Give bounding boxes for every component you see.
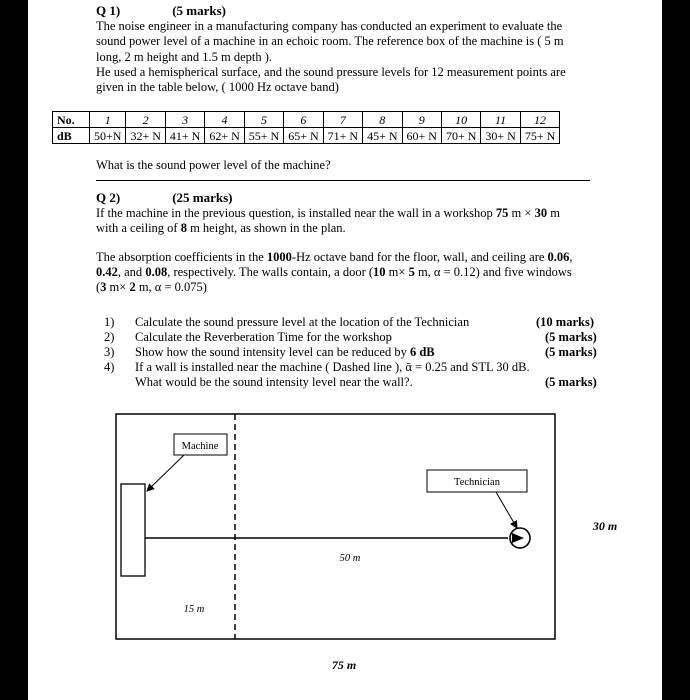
abs-line-2-and: , and xyxy=(117,265,146,279)
q2-line-2-end: m height, as shown in the plan. xyxy=(186,221,346,235)
task-text: Calculate the Reverberation Time for the workshop xyxy=(135,330,392,344)
abs-line-3-times: m× xyxy=(106,280,130,294)
abs-line-3-end: m, α = 0.075) xyxy=(135,280,207,294)
door-height: 5 xyxy=(408,265,415,279)
task-number: 4) xyxy=(104,360,115,374)
q1-line-4: He used a hemispherical surface, and the sound pressure levels for 12 measurement points are xyxy=(96,64,566,79)
machine-box xyxy=(121,484,145,576)
abs-line-1-comma: , xyxy=(569,250,573,264)
technician-pointer xyxy=(496,492,517,528)
table-cell-point: 4 xyxy=(205,112,244,128)
table-cell-point: 5 xyxy=(244,112,283,128)
table-cell-point: 2 xyxy=(126,112,165,128)
q1-line-3: long, 2 m height and 1.5 m depth ). xyxy=(96,49,273,64)
table-cell-level: 41+ N xyxy=(165,128,204,144)
table-cell-point: 11 xyxy=(481,112,520,128)
table-cell-point: 3 xyxy=(165,112,204,128)
q1-line-1: The noise engineer in a manufacturing company has conducted an experiment to evaluate the xyxy=(96,19,563,33)
table-cell-level: 75+ N xyxy=(520,128,559,144)
task-number: 2) xyxy=(104,330,115,344)
q2-line-1-text: If the machine in the previous question, is installed near the wall in a workshop xyxy=(96,206,496,220)
table-cell-level: 45+ N xyxy=(363,128,402,144)
q2-line-1-times: m × xyxy=(508,206,535,220)
task-marks: (5 marks) xyxy=(545,345,597,359)
task-number: 1) xyxy=(104,315,115,329)
height-label: 30 m xyxy=(592,519,618,533)
distance-label: 50 m xyxy=(339,553,361,564)
right-border xyxy=(662,0,690,700)
task-text: What would be the sound intensity level near the wall?. xyxy=(135,375,413,389)
abs-line-1-mid: -Hz octave band for the floor, wall, and ceiling are xyxy=(291,250,548,264)
table-cell-point: 6 xyxy=(284,112,323,128)
q1-question: What is the sound power level of the machine? xyxy=(96,158,331,172)
left-border xyxy=(0,0,28,700)
abs-line-3-open: ( xyxy=(96,280,101,294)
table-header-db: dB xyxy=(53,128,90,144)
abs-line-2-door: , respectively. The walls contain, a door ( xyxy=(167,265,374,279)
abs-line-1-text: The absorption coefficients in the xyxy=(96,250,267,264)
table-cell-point: 9 xyxy=(402,112,441,128)
table-cell-level: 62+ N xyxy=(205,128,244,144)
reduction-target: 6 dB xyxy=(409,345,435,359)
q1-line-2: sound power level of a machine in an echoic room. The reference box of the machine is ( 5 m xyxy=(96,34,564,49)
task-number: 3) xyxy=(104,345,115,359)
q1-number: Q 1) xyxy=(96,3,121,18)
octave-band: 1000 xyxy=(266,250,292,264)
table-cell-level: 55+ N xyxy=(244,128,283,144)
table-header-no: No. xyxy=(53,112,90,128)
task-marks: (10 marks) xyxy=(536,315,594,329)
abs-line-2-times: m× xyxy=(385,265,409,279)
task-marks: (5 marks) xyxy=(545,330,597,344)
width-label: 75 m xyxy=(331,658,357,672)
floor-coefficient: 0.06 xyxy=(547,250,570,264)
task-text: If a wall is installed near the machine ( Dashed line ), ᾱ = 0.25 and STL 30 dB. xyxy=(135,360,530,374)
table-cell-point: 8 xyxy=(363,112,402,128)
abs-line-2-end: m, α = 0.12) and five windows xyxy=(414,265,572,279)
technician-label: Technician xyxy=(454,477,500,488)
table-cell-level: 32+ N xyxy=(126,128,165,144)
task-text: Calculate the sound pressure level at the location of the Technician xyxy=(135,315,470,329)
ceiling-coefficient: 0.08 xyxy=(145,265,168,279)
task-text-main: Show how the sound intensity level can be reduced by xyxy=(135,345,410,359)
machine-pointer xyxy=(147,455,184,491)
table-cell-level: 70+ N xyxy=(441,128,480,144)
door-width: 10 xyxy=(373,265,386,279)
workshop-length: 75 xyxy=(495,206,509,220)
machine-label: Machine xyxy=(181,441,219,452)
table-cell-level: 50+N xyxy=(90,128,126,144)
wall-coefficient: 0.42 xyxy=(96,265,118,279)
table-cell-level: 60+ N xyxy=(402,128,441,144)
workshop-plan xyxy=(28,0,662,700)
table-cell-point: 12 xyxy=(520,112,559,128)
table-cell-level: 65+ N xyxy=(284,128,323,144)
q1-marks: (5 marks) xyxy=(172,3,226,18)
table-cell-level: 71+ N xyxy=(323,128,362,144)
q2-marks: (25 marks) xyxy=(172,190,233,205)
table-cell-point: 10 xyxy=(441,112,480,128)
q2-line-2-text: with a ceiling of xyxy=(96,221,181,235)
wall-offset-label: 15 m xyxy=(183,604,205,615)
window-height: 2 xyxy=(129,280,136,294)
q2-line-1-unit: m xyxy=(547,206,560,220)
task-marks: (5 marks) xyxy=(545,375,597,389)
window-width: 3 xyxy=(100,280,107,294)
table-cell-point: 7 xyxy=(323,112,362,128)
q2-number: Q 2) xyxy=(96,190,121,205)
document-page xyxy=(28,0,662,700)
table-cell-point: 1 xyxy=(90,112,126,128)
ceiling-height: 8 xyxy=(180,221,187,235)
workshop-width: 30 xyxy=(534,206,548,220)
q1-line-5: given in the table below, ( 1000 Hz octave band) xyxy=(96,80,339,95)
table-cell-level: 30+ N xyxy=(481,128,520,144)
